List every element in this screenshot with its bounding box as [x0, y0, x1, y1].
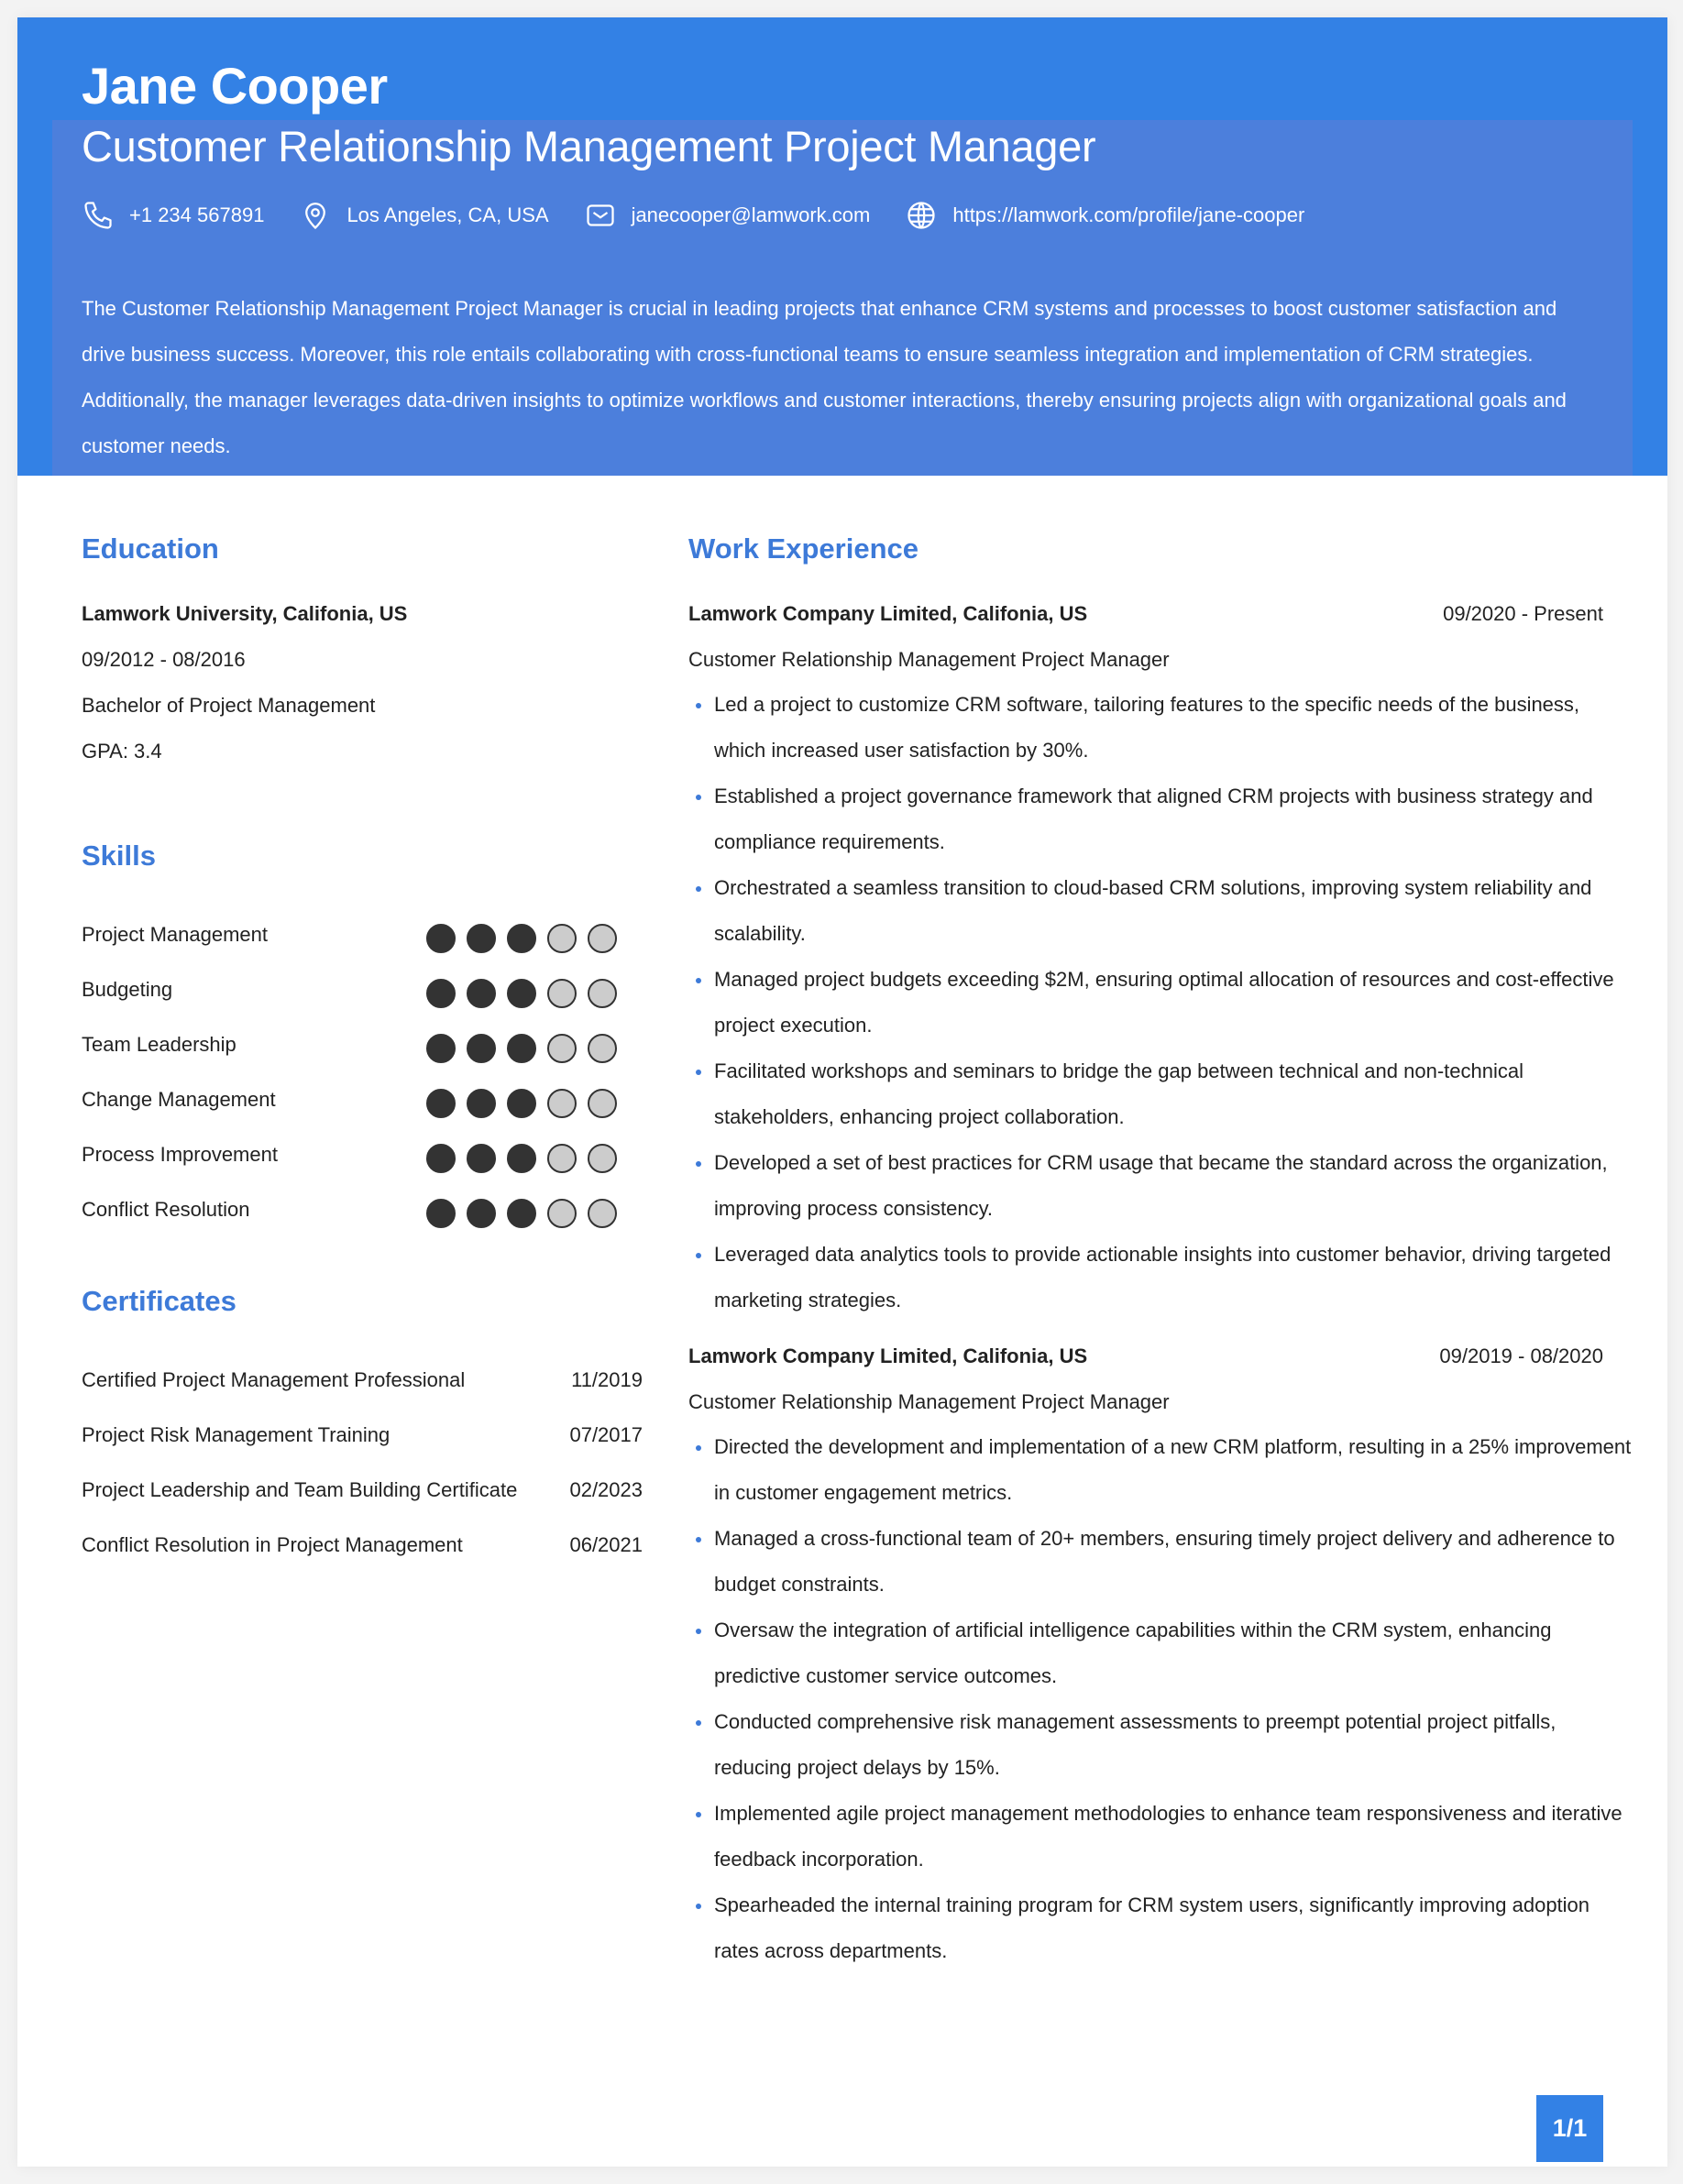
achievement-item: Managed a cross-functional team of 20+ members, ensuring timely project delivery and adherence to budget constraints. [688, 1516, 1633, 1608]
certificate-name: Project Risk Management Training [82, 1423, 390, 1446]
education-gpa: GPA: 3.4 [82, 740, 162, 763]
rating-dot-filled [507, 1199, 536, 1228]
contact-phone [82, 199, 264, 232]
skill-name: Change Management [82, 1088, 276, 1111]
rating-dot-empty [547, 924, 577, 953]
skill-row [82, 965, 622, 1020]
skill-name: Process Improvement [82, 1143, 278, 1166]
rating-dot-filled [426, 1199, 456, 1228]
skill-name: Conflict Resolution [82, 1198, 250, 1221]
certificate-row [82, 1465, 643, 1520]
rating-dot-filled [507, 979, 536, 1008]
contact-phone-text: +1 234 567891 [129, 203, 265, 226]
rating-dot-empty [588, 1199, 617, 1228]
skill-rating [426, 1144, 621, 1173]
achievement-item: Developed a set of best practices for CRM usage that became the standard across the organization, improving process consistency. [688, 1140, 1633, 1232]
certificate-name: Project Leadership and Team Building Certificate [82, 1478, 518, 1501]
rating-dot-filled [467, 1034, 496, 1063]
achievement-item: Spearheaded the internal training program for CRM system users, significantly improving adoption rates across departments. [688, 1882, 1633, 1974]
job-1-company: Lamwork Company Limited, Califonia, US [688, 602, 1088, 625]
skill-row [82, 1130, 622, 1185]
rating-dot-filled [507, 1089, 536, 1118]
page-indicator: 1/1 [1536, 2095, 1603, 2162]
certificate-name: Certified Project Management Professional [82, 1368, 466, 1391]
job-1-achievements [688, 682, 1633, 1323]
rating-dot-filled [467, 979, 496, 1008]
candidate-name: Jane Cooper [82, 57, 388, 115]
achievement-item: Oversaw the integration of artificial intelligence capabilities within the CRM system, enhancing predictive customer service outcomes. [688, 1608, 1633, 1699]
resume-page [17, 17, 1667, 2167]
rating-dot-empty [547, 1089, 577, 1118]
skill-name: Team Leadership [82, 1033, 236, 1056]
certificate-row [82, 1520, 643, 1575]
skill-row [82, 1185, 622, 1240]
job-2-role: Customer Relationship Management Project Manager [688, 1390, 1170, 1413]
contact-website-link[interactable]: https://lamwork.com/profile/jane-cooper [952, 203, 1305, 226]
job-2-dates: 09/2019 - 08/2020 [1439, 1344, 1603, 1367]
skill-rating [426, 1199, 621, 1228]
rating-dot-filled [467, 1199, 496, 1228]
achievement-item: Implemented agile project management methodologies to enhance team responsiveness and iterative feedback incorporation. [688, 1791, 1633, 1882]
resume-header [17, 17, 1667, 476]
rating-dot-empty [547, 979, 577, 1008]
job-title: Customer Relationship Management Project Manager [82, 122, 1096, 170]
certificate-row [82, 1410, 643, 1465]
certificate-row [82, 1355, 643, 1410]
contact-location [299, 199, 548, 232]
rating-dot-empty [588, 1089, 617, 1118]
achievement-item: Managed project budgets exceeding $2M, ensuring optimal allocation of resources and cost-effective project execution. [688, 957, 1633, 1048]
achievement-item: Established a project governance framework that aligned CRM projects with business strategy and compliance requirements. [688, 774, 1633, 865]
mail-icon [584, 199, 617, 232]
achievement-item: Led a project to customize CRM software, tailoring features to the specific needs of the business, which increased user satisfaction by 30%. [688, 682, 1633, 774]
globe-icon [905, 199, 938, 232]
achievement-item: Directed the development and implementation of a new CRM platform, resulting in a 25% improvement in customer engagement metrics. [688, 1424, 1633, 1516]
education-dates: 09/2012 - 08/2016 [82, 648, 246, 671]
certificate-date: 11/2019 [571, 1368, 643, 1391]
skill-name: Budgeting [82, 978, 173, 1001]
skill-rating [426, 924, 621, 953]
location-pin-icon [299, 199, 332, 232]
certificate-date: 06/2021 [569, 1533, 643, 1556]
job-1-role: Customer Relationship Management Project Manager [688, 648, 1170, 671]
achievement-item: Facilitated workshops and seminars to bridge the gap between technical and non-technical stakeholders, enhancing project collaboration. [688, 1048, 1633, 1140]
contact-email-text[interactable]: janecooper@lamwork.com [631, 203, 871, 226]
rating-dot-empty [547, 1199, 577, 1228]
rating-dot-filled [426, 1034, 456, 1063]
skill-rating [426, 1089, 621, 1118]
certificate-name: Conflict Resolution in Project Management [82, 1533, 463, 1556]
certificate-date: 07/2017 [569, 1423, 643, 1446]
contact-bar [82, 197, 1339, 234]
skills-heading: Skills [82, 840, 156, 872]
phone-icon [82, 199, 115, 232]
rating-dot-filled [507, 1034, 536, 1063]
contact-website[interactable] [905, 199, 1304, 232]
rating-dot-empty [547, 1144, 577, 1173]
achievement-item: Leveraged data analytics tools to provide actionable insights into customer behavior, driving targeted marketing strategies. [688, 1232, 1633, 1323]
rating-dot-empty [588, 924, 617, 953]
skill-row [82, 1075, 622, 1130]
rating-dot-filled [426, 1144, 456, 1173]
rating-dot-empty [588, 979, 617, 1008]
skill-row [82, 1020, 622, 1075]
rating-dot-filled [507, 924, 536, 953]
contact-location-text: Los Angeles, CA, USA [346, 203, 549, 226]
rating-dot-empty [547, 1034, 577, 1063]
job-2-achievements [688, 1424, 1633, 1974]
skill-name: Project Management [82, 923, 268, 946]
rating-dot-empty [588, 1034, 617, 1063]
education-school: Lamwork University, Califonia, US [82, 602, 408, 625]
rating-dot-filled [426, 979, 456, 1008]
skill-rating [426, 1034, 621, 1063]
professional-summary: The Customer Relationship Management Project Manager is crucial in leading projects that enhance CRM systems and processes to boost customer satisfaction and drive business success. Moreover, this role entails collaborating with cross-functional teams to ensure seamless integration and implementation of CRM strategies. Additionally, the manager leverages data-driven insights to optimize workflows and customer interactions, thereby ensuring projects align with organizational goals and customer needs. [82, 297, 1567, 457]
rating-dot-filled [426, 1089, 456, 1118]
education-heading: Education [82, 532, 219, 565]
rating-dot-filled [426, 924, 456, 953]
skill-row [82, 910, 622, 965]
certificates-heading: Certificates [82, 1285, 236, 1317]
job-2-company: Lamwork Company Limited, Califonia, US [688, 1344, 1088, 1367]
certificate-date: 02/2023 [569, 1478, 643, 1501]
education-degree: Bachelor of Project Management [82, 694, 376, 717]
work-experience-heading: Work Experience [688, 532, 918, 565]
rating-dot-empty [588, 1144, 617, 1173]
skill-rating [426, 979, 621, 1008]
rating-dot-filled [467, 1089, 496, 1118]
rating-dot-filled [507, 1144, 536, 1173]
job-1-dates: 09/2020 - Present [1443, 602, 1603, 625]
rating-dot-filled [467, 1144, 496, 1173]
rating-dot-filled [467, 924, 496, 953]
contact-email[interactable] [584, 199, 871, 232]
achievement-item: Orchestrated a seamless transition to cloud-based CRM solutions, improving system reliability and scalability. [688, 865, 1633, 957]
achievement-item: Conducted comprehensive risk management assessments to preempt potential project pitfalls, reducing project delays by 15%. [688, 1699, 1633, 1791]
